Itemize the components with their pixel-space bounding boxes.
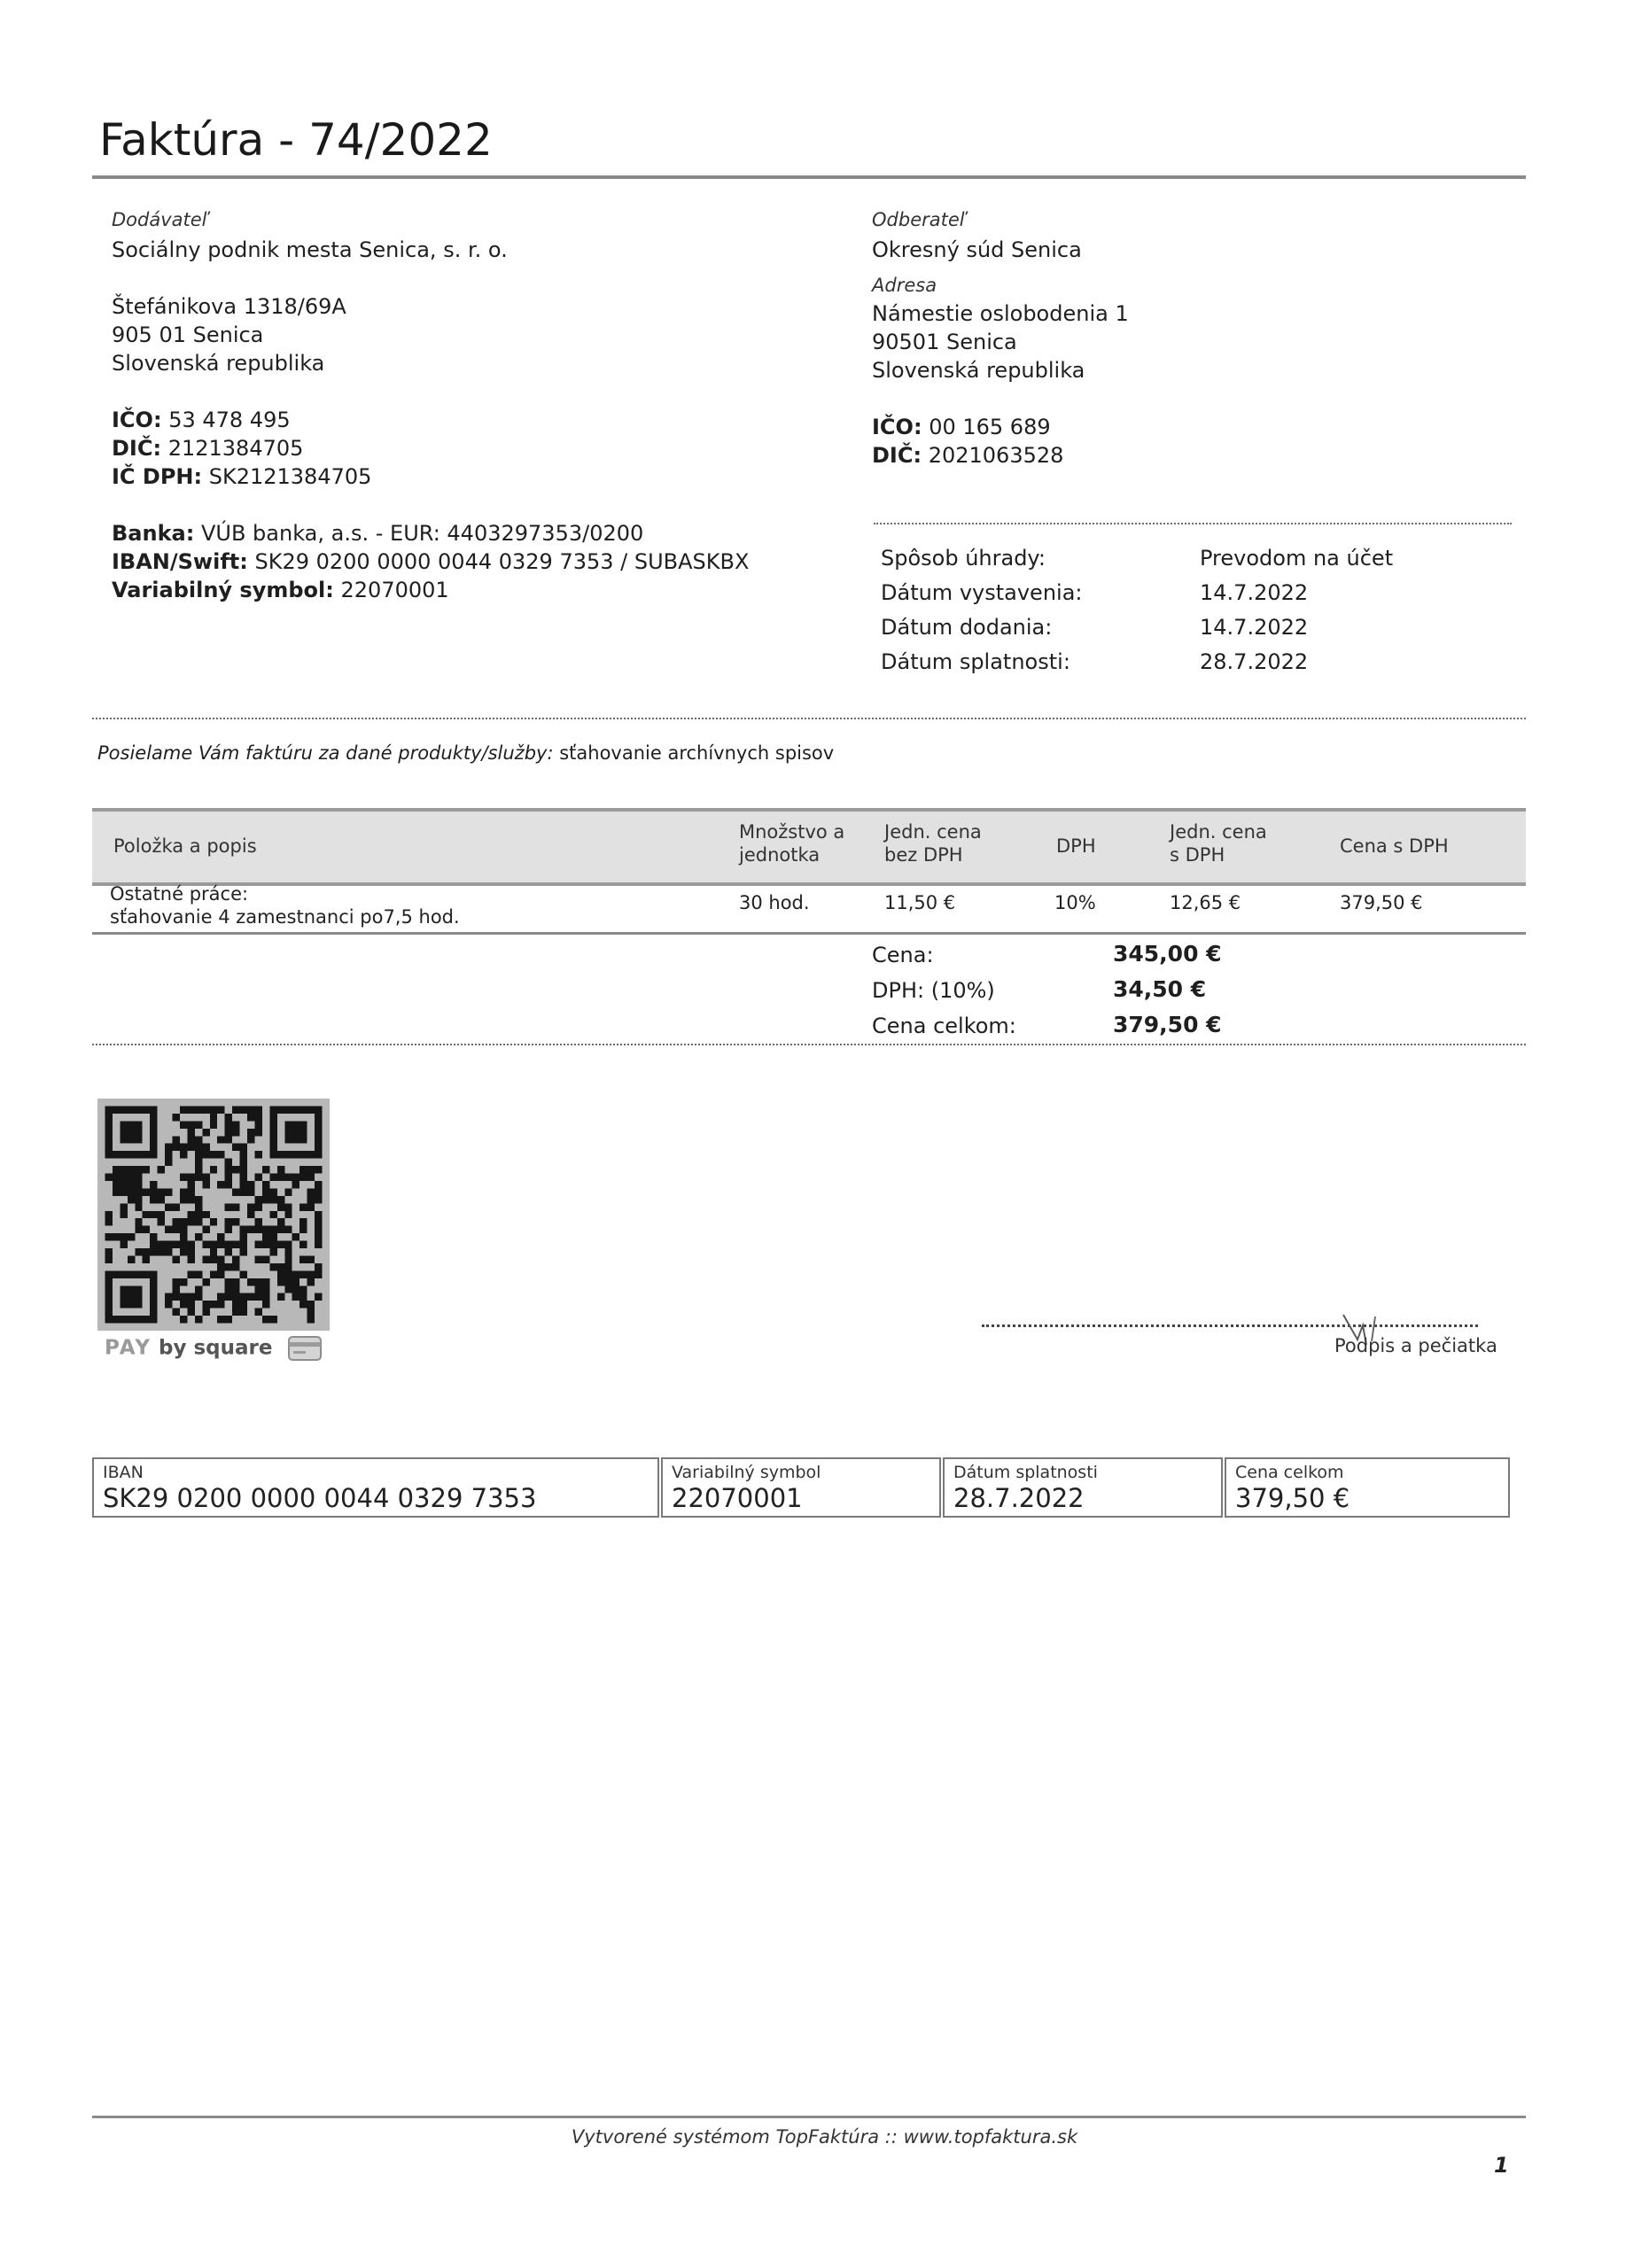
term-value: 28.7.2022 <box>1200 649 1309 674</box>
title-rule <box>92 175 1526 179</box>
th-total: Cena s DPH <box>1340 835 1449 857</box>
intro-line <box>97 741 834 765</box>
supplier-block <box>112 207 749 604</box>
customer-dic-value: 2021063528 <box>928 443 1064 468</box>
supplier-city: 905 01 Senica <box>112 322 264 347</box>
supplier-ico <box>112 406 749 434</box>
intro-text: sťahovanie archívnych spisov <box>559 742 835 764</box>
total-row <box>872 1008 1244 1044</box>
th-unitvat <box>1170 820 1267 866</box>
term-value: 14.7.2022 <box>1200 580 1309 605</box>
row-qty: 30 hod. <box>739 892 810 913</box>
th-unitvat-line2: s DPH <box>1170 844 1225 866</box>
table-header <box>92 808 1526 886</box>
customer-city: 90501 Senica <box>872 330 1017 354</box>
supplier-dic-label: DIČ: <box>112 436 162 461</box>
pay-by-square-label <box>105 1333 323 1363</box>
footer-text: Vytvorené systémom TopFaktúra :: www.topfaktura.sk <box>571 2126 1078 2148</box>
section-separator <box>92 718 1526 719</box>
customer-address-label: Adresa <box>872 275 937 296</box>
term-label: Spôsob úhrady: <box>881 546 1046 571</box>
supplier-ico-label: IČO: <box>112 408 162 432</box>
payment-box-due-date <box>943 1457 1223 1518</box>
row-vat: 10% <box>1054 892 1096 913</box>
card-icon <box>287 1333 323 1363</box>
customer-street: Námestie oslobodenia 1 <box>872 301 1129 326</box>
total-row <box>872 937 1244 973</box>
customer-dic <box>872 441 1129 470</box>
summary-separator <box>92 1044 1526 1045</box>
signature-line <box>982 1324 1478 1327</box>
total-value: 34,50 € <box>1113 976 1207 1002</box>
qr-code <box>97 1099 330 1331</box>
customer-dic-label: DIČ: <box>872 443 922 468</box>
footer-rule <box>92 2116 1526 2118</box>
term-value: 14.7.2022 <box>1200 615 1309 640</box>
th-qty-line2: jednotka <box>739 844 821 866</box>
supplier-vs-value: 22070001 <box>340 578 449 602</box>
row-item-line1: Ostatné práce: <box>110 883 249 905</box>
total-label: DPH: (10%) <box>872 978 995 1003</box>
th-unit-line1: Jedn. cena <box>884 821 982 843</box>
payment-box-iban <box>92 1457 659 1518</box>
th-qty-line1: Množstvo a <box>739 821 845 843</box>
payment-box-value: 379,50 € <box>1235 1483 1350 1513</box>
total-label: Cena celkom: <box>872 1014 1016 1038</box>
pay-suffix: by square <box>159 1336 273 1360</box>
payment-box-label: Cena celkom <box>1235 1463 1344 1482</box>
supplier-bank-label: Banka: <box>112 521 195 546</box>
term-row <box>881 613 1519 648</box>
th-unitvat-line1: Jedn. cena <box>1170 821 1267 843</box>
row-total: 379,50 € <box>1340 892 1423 913</box>
payment-box-value: SK29 0200 0000 0044 0329 7353 <box>103 1483 537 1513</box>
supplier-dic <box>112 434 749 462</box>
supplier-iban-label: IBAN/Swift: <box>112 549 248 574</box>
supplier-country: Slovenská republika <box>112 351 325 376</box>
supplier-dic-value: 2121384705 <box>167 436 304 461</box>
terms-separator <box>874 523 1512 524</box>
intro-lead: Posielame Vám faktúru za dané produkty/služby: <box>97 742 554 764</box>
customer-block <box>872 207 1129 470</box>
supplier-street: Štefánikova 1318/69A <box>112 294 346 319</box>
term-label: Dátum vystavenia: <box>881 580 1083 605</box>
supplier-icdph-label: IČ DPH: <box>112 464 203 489</box>
totals <box>872 937 1244 1044</box>
total-value: 379,50 € <box>1113 1012 1222 1037</box>
term-label: Dátum dodania: <box>881 615 1053 640</box>
supplier-iban-value: SK29 0200 0000 0044 0329 7353 / SUBASKBX <box>254 549 750 574</box>
customer-ico-label: IČO: <box>872 415 922 439</box>
th-unit <box>884 820 982 866</box>
payment-box-label: IBAN <box>103 1463 144 1482</box>
supplier-bank <box>112 519 749 548</box>
payment-box-value: 22070001 <box>672 1483 803 1513</box>
term-row <box>881 648 1519 682</box>
page-number: 1 <box>1494 2153 1509 2178</box>
term-label: Dátum splatnosti: <box>881 649 1070 674</box>
table-bottom-rule <box>92 932 1526 935</box>
payment-box-value: 28.7.2022 <box>953 1483 1085 1513</box>
row-unit-price: 11,50 € <box>884 892 956 913</box>
th-qty <box>739 820 844 866</box>
payment-terms <box>881 544 1519 682</box>
payment-box-vs <box>661 1457 941 1518</box>
supplier-label: Dodávateľ <box>112 209 207 230</box>
term-row <box>881 544 1519 579</box>
total-value: 345,00 € <box>1113 941 1222 967</box>
supplier-vs-label: Variabilný symbol: <box>112 578 334 602</box>
customer-label: Odberateľ <box>872 209 965 230</box>
supplier-name: Sociálny podnik mesta Senica, s. r. o. <box>112 237 508 262</box>
row-unit-price-vat: 12,65 € <box>1170 892 1241 913</box>
pay-prefix: PAY <box>105 1336 152 1360</box>
invoice-title: Faktúra - 74/2022 <box>99 114 493 166</box>
customer-ico <box>872 413 1129 441</box>
payment-box-label: Variabilný symbol <box>672 1463 821 1482</box>
supplier-vs <box>112 576 749 604</box>
customer-name: Okresný súd Senica <box>872 237 1082 262</box>
customer-country: Slovenská republika <box>872 358 1085 383</box>
row-item <box>110 882 460 928</box>
supplier-iban <box>112 548 749 576</box>
total-label: Cena: <box>872 943 934 967</box>
th-item: Položka a popis <box>113 835 257 857</box>
supplier-icdph-value: SK2121384705 <box>208 464 372 489</box>
total-row <box>872 973 1244 1008</box>
customer-ico-value: 00 165 689 <box>929 415 1051 439</box>
row-item-line2: sťahovanie 4 zamestnanci po7,5 hod. <box>110 906 460 928</box>
supplier-ico-value: 53 478 495 <box>168 408 291 432</box>
term-value: Prevodom na účet <box>1200 546 1394 571</box>
th-vat: DPH <box>1056 835 1096 857</box>
payment-box-total <box>1225 1457 1510 1518</box>
supplier-icdph <box>112 462 749 491</box>
table-row <box>92 882 1526 928</box>
payment-box-label: Dátum splatnosti <box>953 1463 1098 1482</box>
th-unit-line2: bez DPH <box>884 844 963 866</box>
term-row <box>881 579 1519 613</box>
supplier-bank-value: VÚB banka, a.s. - EUR: 4403297353/0200 <box>200 521 644 546</box>
signature-label: Podpis a pečiatka <box>1334 1335 1497 1356</box>
